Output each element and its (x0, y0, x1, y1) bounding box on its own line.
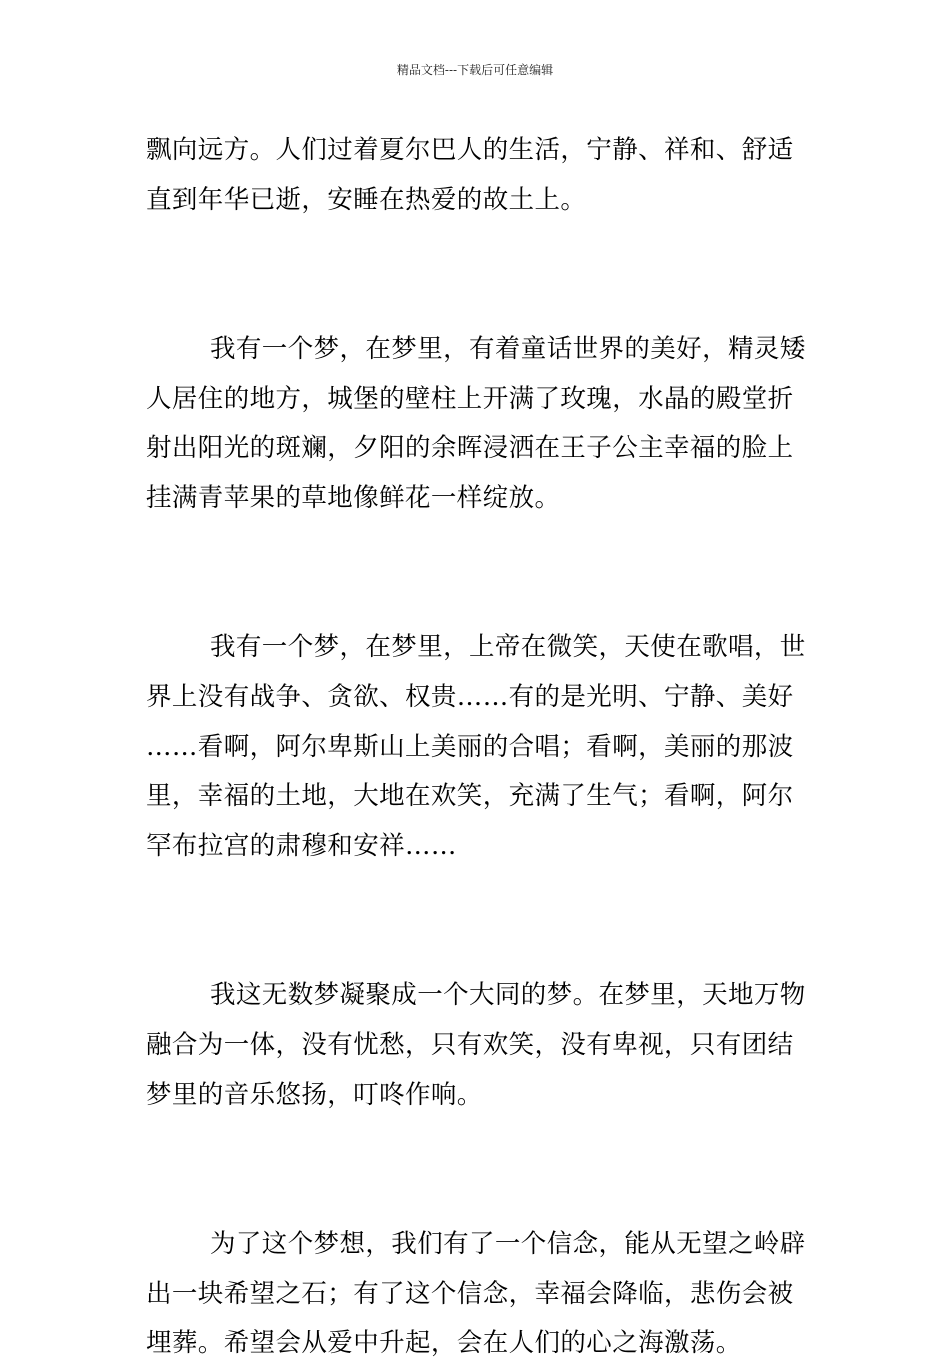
text-line: 融合为一体，没有忧愁，只有欢笑，没有卑视，只有团结 (146, 1030, 794, 1061)
text-line: 梦里的音乐悠扬，叮咚作响。 (146, 1079, 483, 1110)
text-line: 挂满青苹果的草地像鲜花一样绽放。 (146, 483, 561, 514)
text-line: 里，幸福的土地，大地在欢笑，充满了生气；看啊，阿尔 (146, 781, 794, 812)
page-header: 精品文档---下载后可任意编辑 (396, 63, 554, 77)
text-line: 我有一个梦，在梦里，有着童话世界的美好，精灵矮 (210, 333, 806, 364)
text-line: 埋葬。希望会从爱中升起，会在人们的心之海激荡。 (146, 1328, 742, 1359)
text-line: 直到年华已逝，安睡在热爱的故土上。 (146, 184, 587, 215)
text-line: 我这无数梦凝聚成一个大同的梦。在梦里，天地万物 (210, 980, 806, 1011)
text-line: 射出阳光的斑斓，夕阳的余晖浸洒在王子公主幸福的脸上 (146, 433, 794, 464)
text-line: ……看啊，阿尔卑斯山上美丽的合唱；看啊，美丽的那波 (146, 731, 794, 762)
paragraph-5 (146, 1220, 806, 1369)
paragraph-1 (146, 126, 806, 225)
paragraph-gap (146, 524, 806, 624)
text-line: 为了这个梦想，我们有了一个信念，能从无望之岭辟 (210, 1229, 806, 1259)
paragraph-2 (146, 325, 806, 524)
text-line: 我有一个梦，在梦里，上帝在微笑，天使在歌唱，世 (210, 632, 806, 663)
text-line: 界上没有战争、贪欲、权贵……有的是光明、宁静、美好 (146, 682, 794, 712)
paragraph-gap (146, 1120, 806, 1220)
text-line: 出一块希望之石；有了这个信念，幸福会降临，悲伤会被 (146, 1278, 794, 1309)
paragraph-4 (146, 971, 806, 1120)
paragraph-gap (146, 872, 806, 972)
document-body (146, 126, 806, 1369)
paragraph-3 (146, 623, 806, 871)
text-line: 飘向远方。人们过着夏尔巴人的生活，宁静、祥和、舒适 (146, 135, 794, 165)
text-line: 人居住的地方，城堡的壁柱上开满了玫瑰，水晶的殿堂折 (146, 383, 794, 414)
text-line: 罕布拉宫的肃穆和安祥…… (146, 831, 457, 862)
paragraph-gap (146, 225, 806, 325)
